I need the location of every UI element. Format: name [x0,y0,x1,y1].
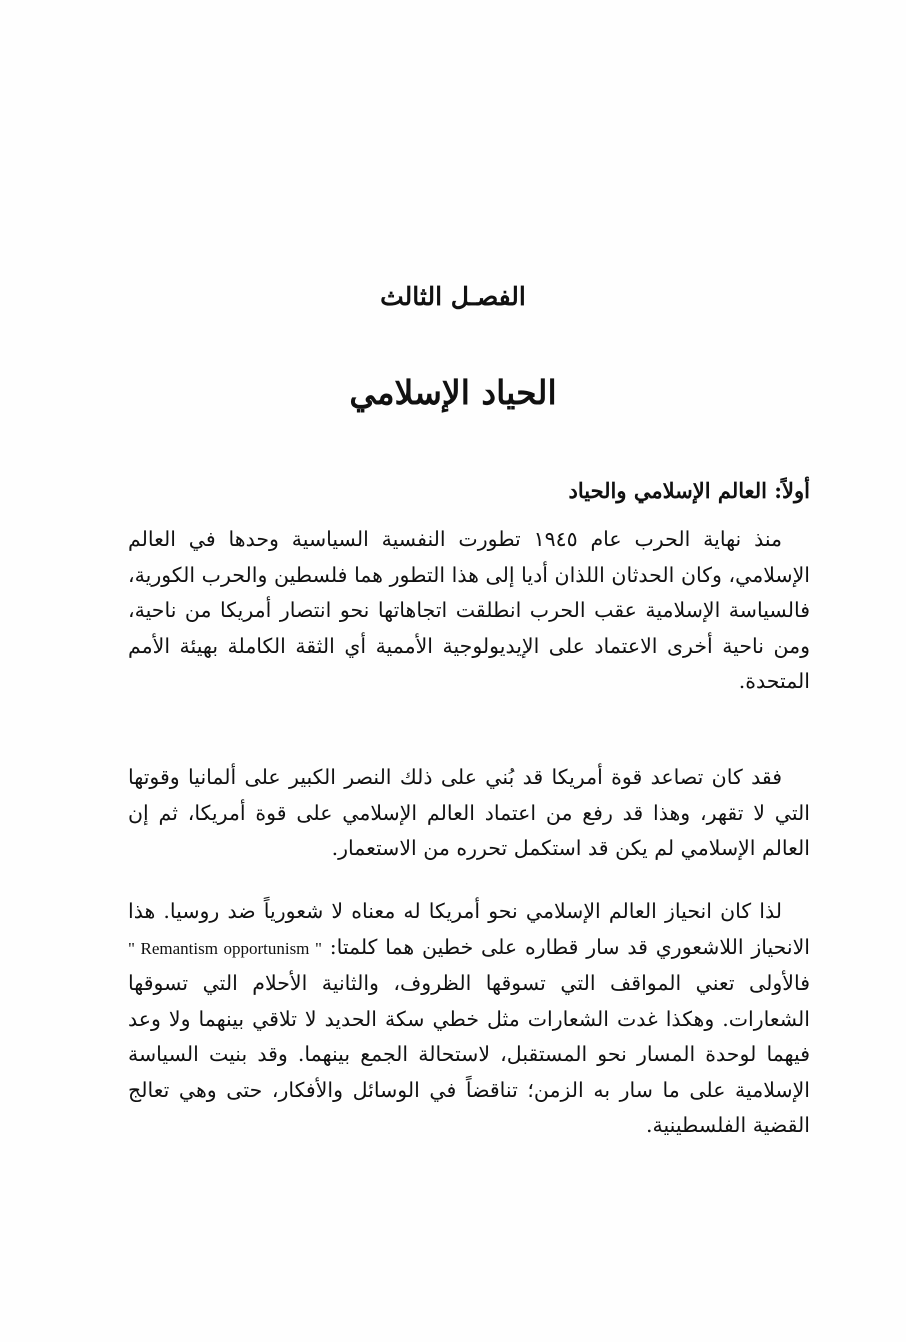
section-heading: أولاً: العالم الإسلامي والحياد [568,478,810,503]
paragraph-3 [128,894,810,1144]
paragraph-1: منذ نهاية الحرب عام ١٩٤٥ تطورت النفسية السياسية وحدها في العالم الإسلامي، وكان الحدثان اللذان أديا إلى هذا التطور هما فلسطين والحرب الكورية، فالسياسة الإسلامية عقب الحرب انطلقت اتجاهاتها نحو انتصار أمريكا من ناحية، ومن ناحية أخرى الاعتماد على الإيديولوجية الأممية أي الثقة الكاملة بهيئة الأمم المتحدة. [128,527,810,693]
paragraph-3-block [128,894,810,1144]
paragraph-3-term: " Remantism opportunism " [128,938,322,958]
paragraph-2: فقد كان تصاعد قوة أمريكا قد بُني على ذلك النصر الكبير على ألمانيا وقوتها التي لا تقهر، وهذا قد رفع من اعتماد العالم الإسلامي على قوة أمريكا، ثم إن العالم الإسلامي لم يكن قد استكمل تحرره من الاستعمار. [128,765,810,860]
paragraph-3-after: فالأولى تعني المواقف التي تسوقها الظروف، والثانية الأحلام التي تسوقها الشعارات. وهكذا غدت الشعارات مثل خطي سكة الحديد لا تلاقي بينهما ولا وعد فيهما لوحدة المسار نحو المستقبل، لاستحالة الجمع بينهما. وقد بنيت السياسة الإسلامية على ما سار به الزمن؛ تناقضاً في الوسائل والأفكار، حتى وهي تعالج القضية الفلسطينية. [128,971,810,1137]
chapter-title: الحياد الإسلامي [349,373,557,412]
chapter-label: الفصـل الثالث [380,282,526,311]
paragraph-1-block [128,522,810,700]
paragraph-2-block [128,760,810,867]
paragraph-3-before: لذا كان انحياز العالم الإسلامي نحو أمريكا له معناه لا شعورياً ضد روسيا. هذا الانحياز اللاشعوري قد سار قطاره على خطين هما كلمتا: [128,899,810,959]
